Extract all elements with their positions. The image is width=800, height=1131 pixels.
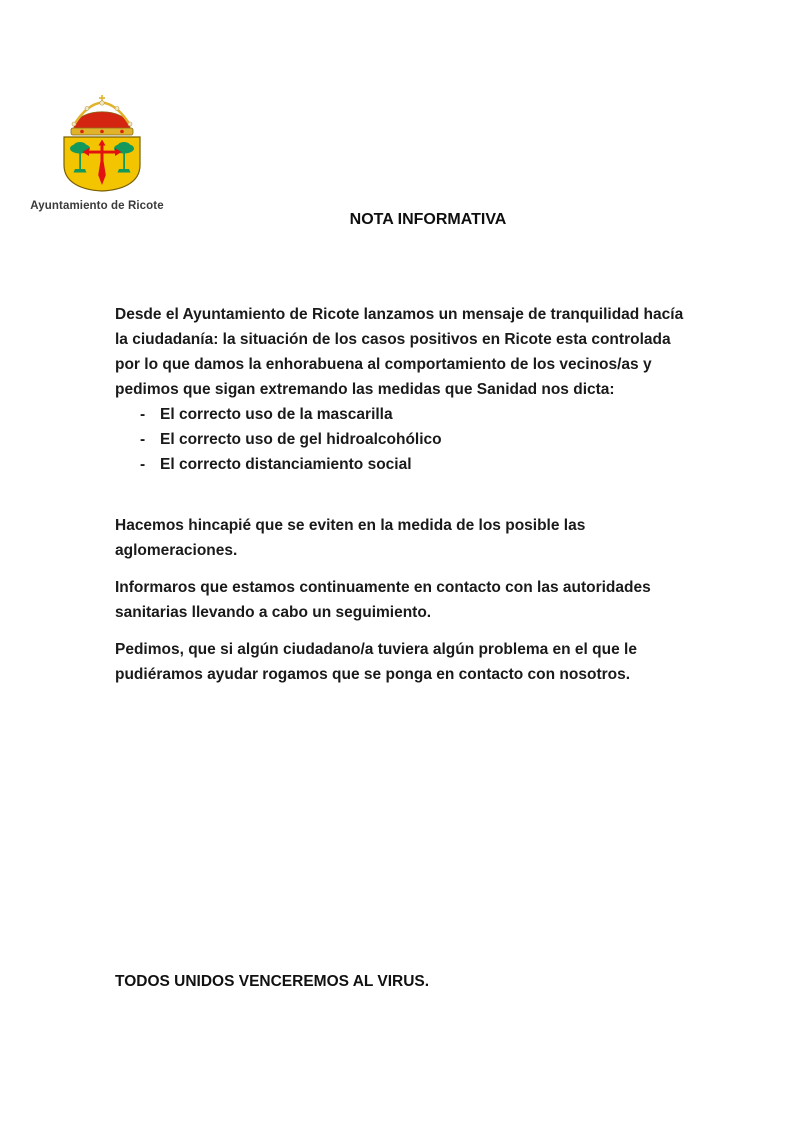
list-item-text: El correcto distanciamiento social — [160, 456, 412, 473]
coat-of-arms-logo — [58, 95, 162, 195]
page-title: NOTA INFORMATIVA — [349, 211, 507, 228]
contact-paragraph: Informaros que estamos continuamente en contacto con las autoridades sanitarias llevando a cabo un seguimiento. — [115, 579, 651, 621]
bullet-marker: - — [140, 456, 146, 473]
bullet-marker: - — [140, 406, 146, 423]
emphasis-paragraph: Hacemos hincapié que se eviten en la medida de los posible las aglomeraciones. — [115, 517, 586, 559]
closing-statement: TODOS UNIDOS VENCEREMOS AL VIRUS. — [115, 973, 430, 990]
logo-caption: Ayuntamiento de Ricote — [30, 200, 164, 212]
list-item-text: El correcto uso de gel hidroalcohólico — [160, 431, 442, 448]
coat-of-arms-icon — [58, 95, 162, 195]
intro-paragraph: Desde el Ayuntamiento de Ricote lanzamos un mensaje de tranquilidad hacía la ciudadanía: la situación de los casos positivos en Ricote esta controlada por lo que damos la enhorabuena al comportamiento de los vecinos/as y pedimos que sigan extremando las medidas que Sanidad nos dicta: — [115, 306, 684, 398]
list-item — [140, 402, 691, 427]
document-body — [115, 302, 691, 687]
list-item — [140, 452, 691, 477]
crown-icon — [71, 95, 133, 135]
shield-icon — [64, 137, 140, 191]
help-paragraph: Pedimos, que si algún ciudadano/a tuviera algún problema en el que le pudiéramos ayudar rogamos que se ponga en contacto con nosotros. — [115, 641, 637, 683]
list-item-text: El correcto uso de la mascarilla — [160, 406, 393, 423]
bullet-marker: - — [140, 431, 146, 448]
measures-list — [115, 402, 691, 477]
list-item — [140, 427, 691, 452]
